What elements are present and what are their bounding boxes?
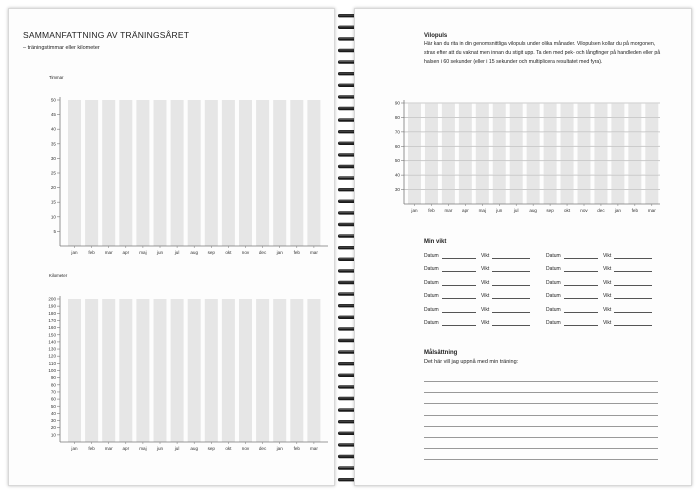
bar-mar (307, 100, 320, 246)
writing-line[interactable] (424, 392, 658, 393)
y-tick-label: 200 (48, 296, 56, 302)
bar-jul (171, 299, 184, 442)
writing-line[interactable] (424, 437, 658, 438)
weight-line[interactable] (614, 285, 652, 286)
bar-jun (154, 100, 167, 246)
weight-field[interactable] (603, 320, 652, 326)
weight-heading: Min vikt (424, 239, 447, 245)
weight-field[interactable] (603, 293, 652, 299)
x-tick-label: mar (444, 208, 453, 213)
bar-jan (68, 100, 81, 246)
goal-heading: Målsättning (424, 350, 458, 356)
pulse-text: Här kan du rita in din genomsnittliga vilopuls under olika månader. Vilopulsen kollar du på morgonen, strax efter att du vaknat men innan du stigit upp. Ta den med pek- och långfinger på handleden eller på halsen i 60 sekunder (eller i 15 sekunder och multiplicera resultatet med fyra). (424, 41, 661, 66)
bar-jan (408, 103, 421, 204)
y-tick-label: 50 (50, 403, 56, 409)
weight-label: Vikt (603, 266, 612, 273)
x-tick-label: jan (614, 208, 621, 213)
bar-maj (136, 299, 149, 442)
bar-jan (273, 100, 286, 246)
page-title: SAMMANFATTNING AV TRÄNINGSÅRET (23, 30, 190, 40)
bar-jan (273, 299, 286, 442)
weight-label: Vikt (481, 320, 490, 326)
y-tick-label: 20 (50, 425, 56, 431)
weight-field[interactable] (481, 253, 530, 259)
date-label: Datum (546, 253, 561, 259)
date-field[interactable] (546, 253, 598, 259)
y-tick-label: 90 (50, 375, 56, 381)
x-tick-label: feb (293, 250, 300, 255)
bar-aug (188, 100, 201, 246)
bar-feb (85, 299, 98, 442)
x-tick-label: jun (156, 250, 164, 255)
y-tick-label: 10 (50, 214, 56, 220)
x-tick-label: feb (88, 250, 95, 255)
bar-feb (290, 100, 303, 246)
x-tick-label: nov (580, 208, 588, 213)
bar-apr (119, 100, 132, 246)
bar-feb (85, 100, 98, 246)
bar-sep (205, 299, 218, 442)
x-tick-label: mar (104, 446, 113, 451)
x-tick-label: jun (156, 446, 164, 451)
date-field[interactable] (424, 253, 476, 259)
x-tick-label: apr (122, 446, 130, 451)
y-tick-label: 70 (394, 129, 400, 135)
x-tick-label: feb (631, 208, 639, 213)
x-tick-label: maj (139, 250, 147, 255)
bar-jun (154, 299, 167, 442)
bar-mar (307, 299, 320, 442)
y-tick-label: 120 (48, 353, 56, 359)
date-label: Datum (424, 266, 439, 273)
pulse-chart (390, 92, 662, 220)
y-tick-label: 80 (50, 382, 56, 388)
x-tick-label: feb (428, 208, 435, 213)
weight-line[interactable] (492, 325, 530, 326)
x-tick-label: jan (411, 208, 418, 213)
date-line[interactable] (564, 312, 598, 313)
x-tick-label: mar (309, 446, 318, 451)
y-tick-label: 180 (48, 310, 56, 316)
km-axis-label: Kilometer (49, 273, 68, 278)
writing-line[interactable] (424, 381, 658, 382)
weight-label: Vikt (603, 320, 612, 326)
x-tick-label: maj (478, 208, 487, 213)
weight-label: Vikt (481, 293, 490, 300)
x-tick-label: apr (122, 250, 130, 255)
x-tick-label: nov (241, 446, 250, 451)
bar-aug (188, 299, 201, 442)
writing-line[interactable] (424, 448, 658, 449)
x-tick-label: aug (190, 446, 199, 451)
bar-sep (544, 103, 557, 204)
x-tick-label: jan (276, 446, 283, 451)
bar-jun (493, 103, 506, 204)
hours-chart (40, 84, 330, 262)
page-subtitle: – träningstimmar eller kilometer (23, 45, 100, 51)
x-tick-label: jan (71, 446, 78, 451)
x-tick-label: mar (647, 208, 656, 213)
bar-nov (239, 100, 252, 246)
date-line[interactable] (564, 285, 598, 286)
y-tick-label: 190 (48, 303, 56, 309)
weight-line[interactable] (614, 258, 652, 259)
bar-sep (205, 100, 218, 246)
bar-jul (171, 100, 184, 246)
y-tick-label: 60 (50, 396, 56, 402)
date-label: Datum (424, 279, 439, 286)
y-tick-label: 80 (394, 114, 400, 120)
y-tick-label: 150 (48, 332, 56, 338)
x-tick-label: jul (174, 446, 180, 451)
x-tick-label: jan (71, 250, 78, 255)
date-field[interactable] (424, 307, 476, 313)
writing-line[interactable] (424, 459, 658, 460)
date-label: Datum (546, 293, 561, 300)
bar-jul (510, 103, 523, 204)
x-tick-label: sep (207, 446, 216, 451)
weight-line[interactable] (492, 271, 530, 272)
y-tick-label: 5 (53, 228, 56, 234)
weight-field[interactable] (603, 280, 652, 286)
y-tick-label: 170 (48, 317, 56, 323)
date-line[interactable] (442, 325, 476, 326)
x-tick-label: sep (207, 250, 216, 255)
date-line[interactable] (564, 258, 598, 259)
bar-mar (442, 103, 455, 204)
date-label: Datum (424, 306, 439, 313)
weight-label: Vikt (603, 293, 612, 300)
bar-mar (102, 100, 115, 246)
date-field[interactable] (424, 266, 476, 272)
date-label: Datum (546, 320, 561, 326)
y-tick-label: 40 (394, 172, 400, 178)
x-tick-label: dec (258, 250, 267, 255)
y-tick-label: 25 (50, 170, 56, 176)
writing-line[interactable] (424, 415, 658, 416)
date-label: Datum (424, 293, 439, 300)
weight-line[interactable] (614, 271, 652, 272)
y-tick-label: 20 (50, 185, 56, 191)
x-tick-label: jun (496, 208, 503, 213)
weight-field[interactable] (481, 307, 530, 313)
y-tick-label: 140 (48, 339, 56, 345)
weight-field[interactable] (603, 253, 652, 259)
bar-mar (645, 103, 658, 204)
x-tick-label: sep (546, 208, 554, 213)
y-tick-label: 70 (50, 389, 56, 395)
y-tick-label: 100 (48, 368, 56, 373)
date-label: Datum (546, 266, 561, 273)
bar-dec (256, 299, 269, 442)
date-field[interactable] (546, 320, 598, 326)
bar-maj (136, 100, 149, 246)
date-field[interactable] (546, 293, 598, 299)
y-tick-label: 60 (394, 143, 400, 149)
weight-field[interactable] (603, 266, 652, 272)
bar-maj (476, 103, 489, 204)
x-tick-label: okt (563, 208, 571, 213)
bar-aug (527, 103, 540, 204)
date-label: Datum (424, 253, 439, 259)
weight-label: Vikt (481, 306, 490, 313)
x-tick-label: feb (293, 446, 300, 451)
weight-label: Vikt (603, 253, 612, 259)
bar-feb (290, 299, 303, 442)
x-tick-label: dec (258, 446, 267, 451)
x-tick-label: maj (139, 446, 147, 451)
writing-line[interactable] (424, 403, 658, 404)
y-tick-label: 30 (50, 155, 56, 161)
x-tick-label: nov (241, 250, 250, 255)
y-tick-label: 130 (48, 346, 56, 352)
bar-mar (102, 299, 115, 442)
weight-field[interactable] (481, 293, 530, 299)
date-field[interactable] (424, 293, 476, 299)
bar-feb (628, 103, 641, 204)
bar-jan (68, 299, 81, 442)
y-tick-label: 30 (50, 418, 56, 424)
y-tick-label: 160 (48, 325, 56, 331)
x-tick-label: okt (225, 250, 232, 255)
y-tick-label: 10 (50, 432, 56, 438)
x-tick-label: aug (529, 208, 537, 213)
y-tick-label: 50 (394, 158, 400, 164)
date-field[interactable] (424, 280, 476, 286)
x-tick-label: jan (276, 250, 283, 255)
weight-field[interactable] (603, 307, 652, 313)
x-tick-label: aug (190, 250, 199, 255)
y-tick-label: 50 (50, 97, 56, 103)
x-tick-label: mar (309, 250, 318, 255)
writing-line[interactable] (424, 426, 658, 427)
date-label: Datum (424, 320, 439, 326)
weight-label: Vikt (603, 306, 612, 313)
bar-jan (611, 103, 624, 204)
x-tick-label: mar (104, 250, 113, 255)
date-line[interactable] (442, 298, 476, 299)
y-tick-label: 15 (50, 199, 56, 205)
bar-nov (239, 299, 252, 442)
date-field[interactable] (424, 320, 476, 326)
y-tick-label: 35 (50, 141, 56, 147)
weight-field[interactable] (481, 320, 530, 326)
km-chart (40, 282, 330, 462)
bar-okt (561, 103, 574, 204)
weight-label: Vikt (481, 266, 490, 273)
y-tick-label: 90 (394, 100, 400, 106)
bar-okt (222, 299, 235, 442)
x-tick-label: jul (513, 208, 519, 213)
weight-line[interactable] (614, 312, 652, 313)
y-tick-label: 45 (50, 112, 56, 118)
weight-label: Vikt (481, 253, 490, 259)
y-tick-label: 40 (50, 410, 56, 416)
x-tick-label: apr (462, 208, 469, 213)
pulse-heading: Vilopuls (424, 33, 448, 39)
hours-axis-label: Timmar (49, 75, 64, 80)
x-tick-label: feb (88, 446, 95, 451)
goal-text: Det här vill jag uppnå med min träning: (424, 359, 519, 365)
y-tick-label: 110 (48, 360, 56, 366)
x-tick-label: okt (225, 446, 232, 451)
y-tick-label: 40 (50, 126, 56, 132)
date-line[interactable] (442, 312, 476, 313)
weight-line[interactable] (492, 285, 530, 286)
x-tick-label: dec (597, 208, 605, 213)
date-line[interactable] (564, 298, 598, 299)
x-tick-label: jul (174, 250, 180, 255)
date-label: Datum (546, 279, 561, 286)
weight-line[interactable] (614, 325, 652, 326)
date-line[interactable] (564, 325, 598, 326)
weight-label: Vikt (603, 279, 612, 286)
weight-line[interactable] (492, 258, 530, 259)
bar-dec (256, 100, 269, 246)
date-field[interactable] (546, 280, 598, 286)
bar-apr (459, 103, 472, 204)
date-field[interactable] (546, 307, 598, 313)
bar-dec (594, 103, 607, 204)
weight-field[interactable] (481, 280, 530, 286)
bar-nov (578, 103, 591, 204)
weight-field[interactable] (481, 266, 530, 272)
date-line[interactable] (442, 285, 476, 286)
date-field[interactable] (546, 266, 598, 272)
date-line[interactable] (564, 271, 598, 272)
date-line[interactable] (442, 271, 476, 272)
bar-okt (222, 100, 235, 246)
y-tick-label: 30 (394, 187, 400, 193)
weight-label: Vikt (481, 279, 490, 286)
weight-line[interactable] (492, 312, 530, 313)
bar-apr (119, 299, 132, 442)
weight-line[interactable] (492, 298, 530, 299)
weight-line[interactable] (614, 298, 652, 299)
date-line[interactable] (442, 258, 476, 259)
date-label: Datum (546, 306, 561, 313)
bar-feb (425, 103, 438, 204)
